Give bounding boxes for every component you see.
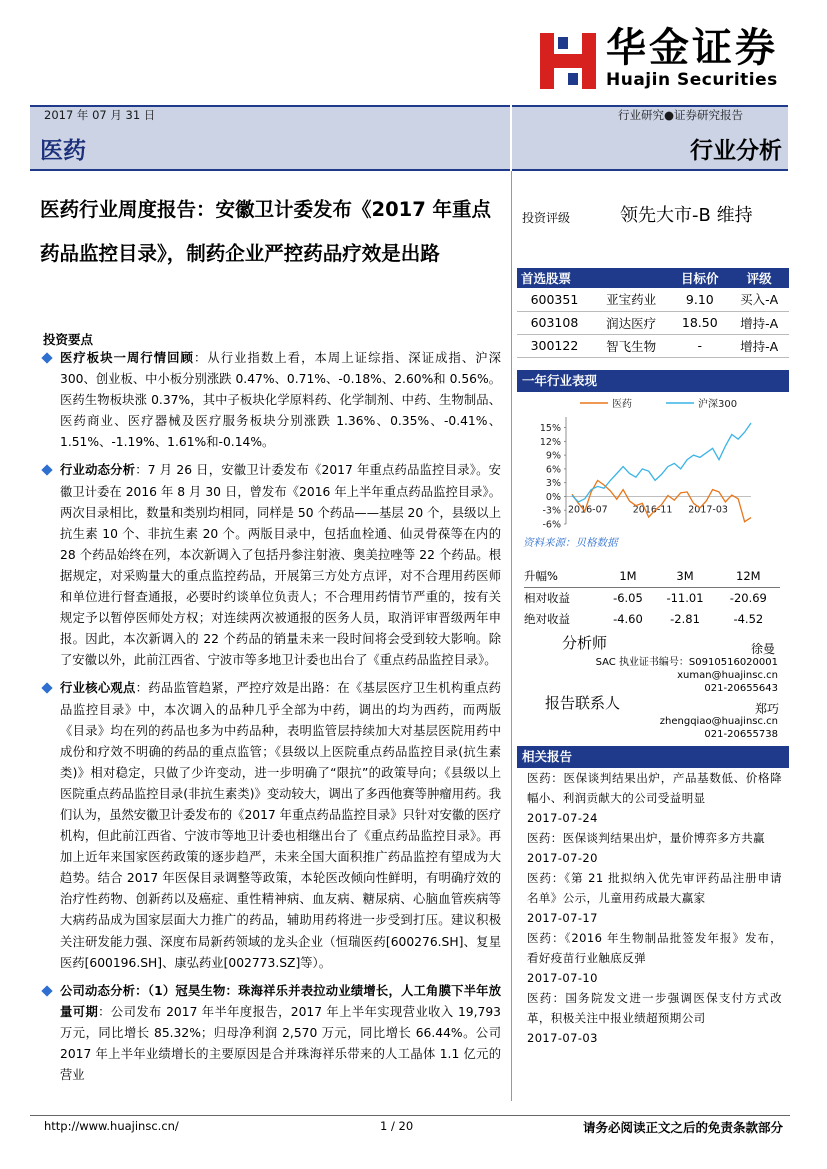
diamond-bullet-icon (41, 985, 52, 996)
related-report-date: 2017-07-10 (527, 971, 598, 985)
stock-name: 亚宝药业 (592, 288, 670, 311)
row-label: 绝对收益 (524, 611, 570, 626)
table-row (517, 288, 789, 311)
cell-value: -6.05 (613, 590, 643, 605)
bullet-paragraph (43, 348, 501, 453)
industry-performance-chart (516, 393, 786, 535)
target-price: 18.50 (670, 311, 729, 334)
target-price: - (670, 334, 729, 357)
bullet-paragraph (43, 460, 501, 671)
brand-logo-icon (540, 33, 596, 89)
rating-label: 投资评级 (522, 211, 571, 225)
cell-value: -20.69 (729, 590, 767, 605)
table-row (524, 608, 780, 629)
brand-name-en: Huajin Securities (606, 70, 778, 90)
contact-details (560, 715, 778, 741)
y-tick-label: 9% (545, 450, 561, 462)
bullet-text: ：药品监管趋紧，严控疗效是出路：在《基层医疗卫生机构重点药品监控目录》中，本次调入的品种几乎全部为中药，调出的均为西药，而两版《目录》均在列的药品也多为中药品种，表明监管层持续加大对基层医院用药中成份和疗效不明确的药品的重点监管；《县级以上医院重点药品监控目录(抗生素类)》相对稳定，只做了少许变动，进一步明确了“限抗”的政策导向；《县级以上医院重点药品监控目录(非抗生素类)》变动较大，调出了多西他赛等肿瘤用药。我们认为，虽然安徽卫计委发布的《2017 年重点药品监控目录》只针对安徽的医疗机构，但此前江西省、宁波市等地卫计委也相继出台了《重点药品监控目录》。再加上近年来国家医药政策的逐步趋严，未来全国大面积推广药品监控有望成为大趋势。结合 2017 年医保目录调整等政策，本轮医改倾向性鲜明，有明确疗效的治疗性药物、创新药以及癌症、重性精神病、血友病、糖尿病、心脑血管疾病等大病药品成为国家层面大力推广的药品，辅助用药将进一步受到打压。建议积极关注研发能力强、深度布局新药领域的龙头企业（恒瑞医药[600276.SH]、复星医药[600196.SH]、康弘药业[002773.SZ]等）。 (60, 681, 502, 970)
report-date: 2017 年 07 月 31 日 (44, 108, 156, 122)
related-reports-title: 相关报告 (517, 746, 789, 768)
x-tick-label: 2016-11 (632, 504, 673, 516)
page-number: 1 / 20 (380, 1119, 414, 1133)
bullet-paragraph (43, 981, 501, 1086)
table-header-row (517, 268, 789, 288)
top-picks-table (517, 268, 789, 358)
related-report-date: 2017-07-03 (527, 1031, 598, 1045)
footer-url[interactable]: http://www.huajinsc.cn/ (44, 1119, 179, 1133)
related-report-date: 2017-07-20 (527, 851, 598, 865)
diamond-bullet-icon (41, 352, 52, 363)
y-tick-label: 6% (545, 464, 561, 476)
x-tick-label: 2016-07 (568, 504, 608, 516)
related-report-item[interactable] (527, 768, 782, 828)
row-label: 相对收益 (524, 590, 570, 605)
diamond-bullet-icon (41, 683, 52, 694)
footer-divider (30, 1115, 790, 1116)
y-tick-label: 0% (545, 491, 561, 503)
col-header: 1M (603, 566, 654, 587)
chart-section-title: 一年行业表现 (517, 370, 789, 392)
stock-code: 600351 (517, 288, 592, 311)
stock-code: 300122 (517, 334, 592, 357)
cell-value: -11.01 (666, 590, 704, 605)
analyst-cert: SAC 执业证书编号：S0910516020001 (595, 657, 778, 668)
col-header: 升幅% (524, 566, 603, 587)
stock-name: 智飞生物 (592, 334, 670, 357)
bullet-label: 行业核心观点 (60, 681, 136, 696)
cell-value: -4.60 (613, 611, 643, 626)
table-header-row (524, 566, 780, 587)
table-row (524, 587, 780, 608)
bullet-label: 行业动态分析 (60, 463, 136, 478)
analyst-heading: 分析师 (562, 634, 608, 652)
related-report-title: 医药：《2016 年生物制品批签发年报》发布，看好疫苗行业触底反弹 (527, 931, 782, 965)
x-tick-label: 2017-03 (688, 504, 728, 516)
col-header: 12M (717, 566, 780, 587)
contact-name: 郑巧 (755, 702, 780, 716)
y-tick-label: 3% (545, 478, 561, 490)
brand-name-cn: 华金证券 (606, 25, 778, 71)
y-tick-label: 12% (539, 436, 561, 448)
related-report-date: 2017-07-24 (527, 811, 598, 825)
related-report-title: 医药：医保谈判结果出炉，量价博弈多方共赢 (527, 831, 765, 845)
related-report-title: 医药：《第 21 批拟纳入优先审评药品注册申请名单》公示，儿童用药成最大赢家 (527, 871, 782, 905)
cell-value: -4.52 (733, 611, 764, 626)
contact-email[interactable]: zhengqiao@huajinsc.cn (659, 716, 778, 727)
related-report-title: 医药：国务院发文进一步强调医保支付方式改革，积极关注中报业绩超预期公司 (527, 991, 782, 1025)
report-title: 医药行业周度报告：安徽卫计委发布《2017 年重点药品监控目录》，制药企业严控药品疗效是出路 (40, 198, 492, 265)
legend-label: 医药 (612, 399, 632, 410)
y-tick-label: 15% (539, 423, 561, 435)
performance-table (524, 566, 780, 629)
column-divider (511, 171, 512, 1101)
legend-label: 沪深300 (698, 399, 738, 410)
diamond-bullet-icon (41, 465, 52, 476)
bullet-text: ：从行业指数上看，本周上证综指、深证成指、沪深 300、创业板、中小板分别涨跌 0.47%、0.71%、-0.18%、2.60%和 0.56%。医药生物板块涨 0.37%，其中子板块化学原料药、化学制剂、中药、生物制品、医药商业、医疗器械及医疗服务板块分别涨跌 1.36%、0.35%、-0.41%、1.51%、-1.19%、1.61%和-0.14%。 (60, 351, 501, 450)
analyst-details (560, 656, 778, 695)
col-header: 3M (653, 566, 716, 587)
related-report-item[interactable] (527, 928, 782, 988)
y-tick-label: -3% (542, 505, 561, 517)
series-line (572, 423, 751, 502)
related-report-title: 医药：医保谈判结果出炉，产品基数低、价格降幅小、利润贡献大的公司受益明显 (527, 771, 782, 805)
stock-rating: 增持-A (729, 311, 789, 334)
bullet-label: 医疗板块一周行情回顾 (60, 351, 194, 365)
related-report-item[interactable] (527, 988, 782, 1048)
data-source: 资料来源：贝格数据 (523, 537, 618, 549)
bullet-text: ：7 月 26 日，安徽卫计委发布《2017 年重点药品监控目录》。安徽卫计委在 2016 年 8 月 30 日，曾发布《2016 年上半年重点药品监控目录》。两次目录相比，数量和类别均相同，同样是 50 个药品——基层 20 个，县级以上抗生素 10 个、非抗生素 20 个。两版目录中，包括血栓通、仙灵骨葆等在内的 28 个药品始终在列，本次新调入了包括丹参注射液、奥美拉唑等 22 个药品。根据规定，对采购量大的重点监控药品，开展第三方处方点评，对不合理用药医师和单位进行督查通报，必要时约谈单位负责人；不合理用药情节严重的，按有关规定予以暂停医师处方权；对连续两次被通报的医务人员，取消评审晋级两年申报。因此，本次新调入的 22 个药品的销量未来一段时间将会受到较大影响。除了安徽以外，此前江西省、宁波市等多地卫计委也出台了《重点药品监控目录》。 (60, 463, 501, 668)
report-category: 行业研究●证券研究报告 (618, 108, 744, 122)
col-header: 目标价 (670, 268, 729, 288)
analyst-phone: 021-20655643 (704, 683, 778, 694)
sector-label: 医药 (40, 138, 86, 164)
key-points-body (43, 348, 501, 1093)
footer-disclaimer: 请务必阅读正文之后的免责条款部分 (583, 1120, 784, 1135)
stock-code: 603108 (517, 311, 592, 334)
key-points-heading: 投资要点 (43, 332, 94, 347)
related-reports-list (527, 768, 782, 1048)
bullet-label: 公司动态分析：（1）冠昊生物：珠海祥乐并表拉动业绩增长，人工角膜下半年放量可期 (60, 983, 501, 1019)
related-report-item[interactable] (527, 828, 782, 868)
contact-phone: 021-20655738 (704, 729, 778, 740)
target-price: 9.10 (670, 288, 729, 311)
col-header: 评级 (729, 268, 789, 288)
col-header: 首选股票 (517, 268, 670, 288)
analyst-email[interactable]: xuman@huajinsc.cn (677, 670, 778, 681)
table-row (517, 334, 789, 357)
related-report-item[interactable] (527, 868, 782, 928)
bullet-text: ：公司发布 2017 年半年度报告，2017 年上半年实现营业收入 19,793 万元，同比增长 85.32%；归母净利润 2,570 万元，同比增长 66.44%。公司 2017 年上半年业绩增长的主要原因是合并珠海祥乐带来的人工晶体 1.1 亿元的营业 (60, 1004, 501, 1083)
contact-heading: 报告联系人 (545, 694, 621, 712)
related-report-date: 2017-07-17 (527, 911, 598, 925)
y-tick-label: -6% (542, 519, 561, 531)
analyst-name: 徐曼 (751, 642, 776, 656)
table-row (517, 311, 789, 334)
rating-value: 领先大市-B 维持 (620, 205, 753, 226)
stock-name: 润达医疗 (592, 311, 670, 334)
report-type: 行业分析 (690, 138, 782, 164)
stock-rating: 买入-A (729, 288, 789, 311)
stock-rating: 增持-A (729, 334, 789, 357)
bullet-paragraph (43, 678, 501, 973)
cell-value: -2.81 (670, 611, 700, 626)
